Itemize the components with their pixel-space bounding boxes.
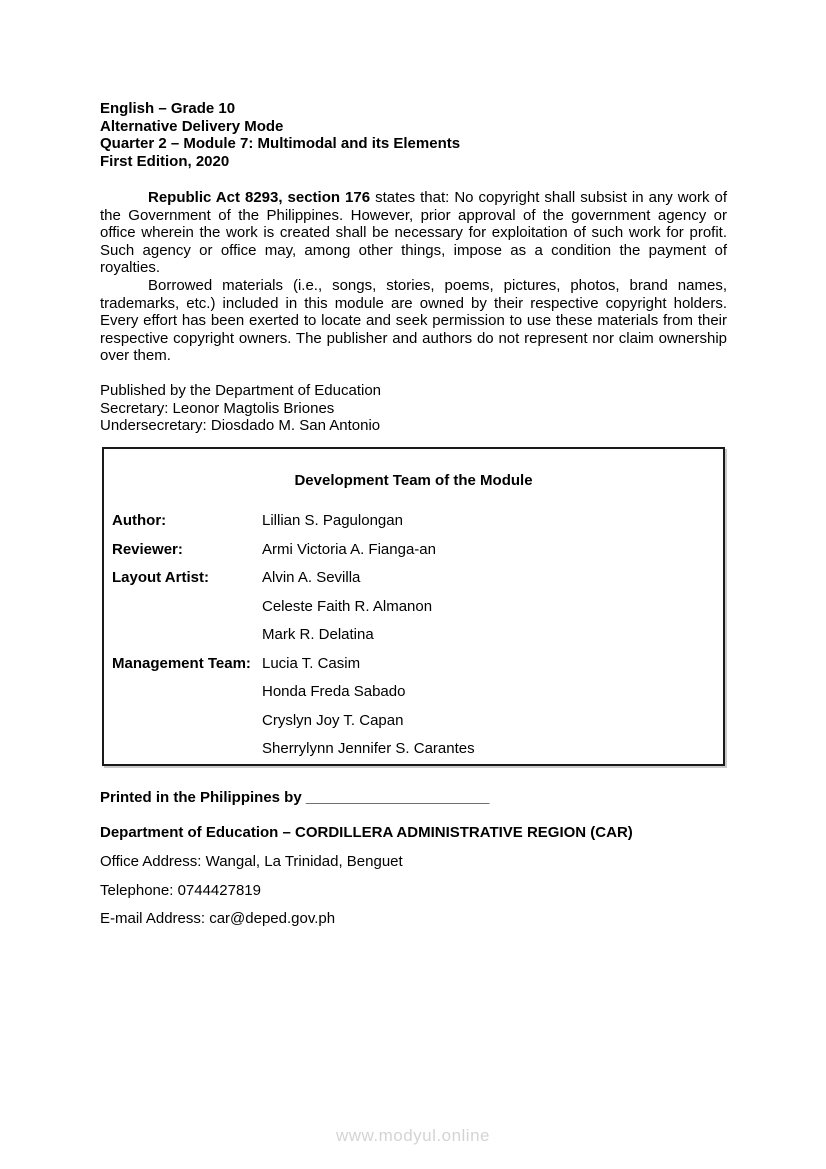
row-value: Lillian S. Pagulongan — [262, 512, 403, 529]
row-value: Lucia T. Casim — [262, 654, 361, 672]
table-row — [112, 712, 717, 741]
publisher-block — [100, 382, 727, 435]
row-label: Author: — [112, 512, 167, 529]
site-watermark: www.modyul.online — [335, 1126, 490, 1145]
table-row — [112, 598, 717, 627]
table-row — [112, 541, 717, 570]
development-team-title: Development Team of the Module — [294, 472, 533, 489]
table-row — [112, 569, 717, 598]
office-address-line: Office Address: Wangal, La Trinidad, Benguet — [100, 853, 403, 870]
table-row — [112, 655, 717, 684]
row-value: Armi Victoria A. Fianga-an — [262, 540, 436, 558]
table-row — [112, 740, 717, 769]
table-row — [112, 683, 717, 712]
module-header — [100, 100, 727, 170]
department-region-line: Department of Education – CORDILLERA ADMINISTRATIVE REGION (CAR) — [100, 824, 633, 841]
printed-by-label: Printed in the Philippines by — [100, 789, 306, 806]
row-value: Sherrylynn Jennifer S. Carantes — [262, 740, 475, 757]
table-row — [112, 626, 717, 655]
table-row — [112, 512, 717, 541]
row-label: Layout Artist: — [112, 569, 209, 586]
header-line-mode: Alternative Delivery Mode — [100, 117, 284, 135]
copyright-paragraph — [100, 189, 727, 277]
copyright-act-lead: Republic Act 8293, section 176 — [148, 189, 371, 206]
development-team-rows — [112, 512, 717, 769]
development-team-box — [102, 447, 725, 766]
copyright-act-body: states that: No copyright shall subsist in any work of the Government of the Philippines. However, prior approval of the government agency or office wherein the work is created shall be necessary for exploitation of such work for profit. Such agency or office may, among other things, impose as a condition the payment of royalties. — [100, 189, 727, 276]
borrowed-materials-text: Borrowed materials (i.e., songs, stories, poems, pictures, photos, brand names, trademarks, etc.) included in this module are owned by their respective copyright holders. Every effort has been exerted to locate and seek permission to use these materials from their respective copyright owners. The publisher and authors do not represent nor claim ownership over them. — [100, 277, 727, 364]
printed-in-philippines-line — [100, 789, 727, 806]
secretary-line: Secretary: Leonor Magtolis Briones — [100, 399, 335, 417]
header-line-module-title: Quarter 2 – Module 7: Multimodal and its Elements — [100, 135, 461, 152]
row-label: Reviewer: — [112, 540, 183, 558]
row-value: Alvin A. Sevilla — [262, 569, 361, 586]
row-value: Cryslyn Joy T. Capan — [262, 711, 404, 729]
row-value: Mark R. Delatina — [262, 626, 374, 643]
borrowed-materials-paragraph — [100, 277, 727, 365]
row-value: Celeste Faith R. Almanon — [262, 597, 433, 615]
printed-by-blank: ______________________ — [305, 789, 490, 806]
header-line-edition: First Edition, 2020 — [100, 152, 230, 170]
undersecretary-line: Undersecretary: Diosdado M. San Antonio — [100, 417, 381, 434]
row-value: Honda Freda Sabado — [262, 683, 406, 700]
header-line-subject: English – Grade 10 — [100, 100, 236, 117]
published-by-line: Published by the Department of Education — [100, 382, 382, 399]
row-label: Management Team: — [112, 654, 251, 672]
telephone-line: Telephone: 0744427819 — [100, 882, 261, 899]
email-address-line: E-mail Address: car@deped.gov.ph — [100, 910, 336, 927]
